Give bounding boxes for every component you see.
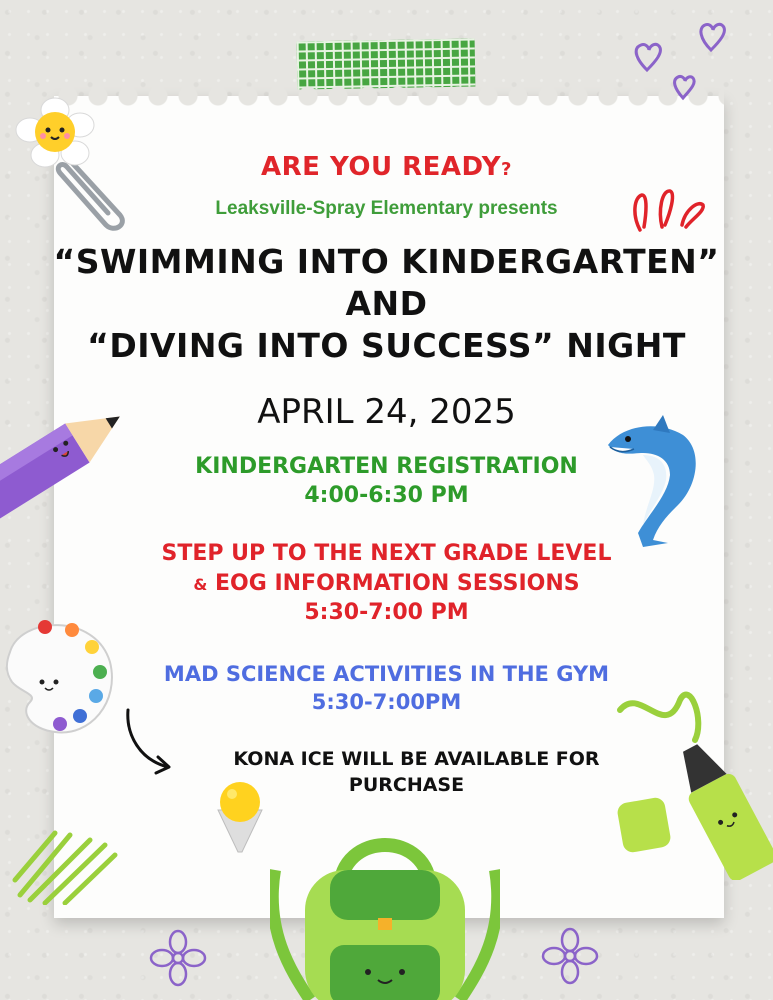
mad-science-title: MAD SCIENCE ACTIVITIES IN THE GYM: [163, 662, 610, 686]
kindergarten-registration-time: 4:00-6:30 PM: [304, 483, 469, 508]
event-title-line-2: AND: [345, 284, 428, 323]
step-up-title: STEP UP TO THE NEXT GRADE LEVEL: [161, 541, 612, 566]
headline-ready: [0, 152, 773, 182]
kona-ice-line-2: PURCHASE: [348, 774, 465, 796]
event-date: APRIL 24, 2025: [257, 392, 516, 432]
scribble-icon: [10, 825, 120, 905]
step-up-time: 5:30-7:00 PM: [304, 600, 469, 625]
backpack-icon: [270, 830, 500, 1000]
headline-ready-mark: ?: [501, 159, 512, 180]
hearts-icon: [625, 8, 735, 103]
headline-ready-text: ARE YOU READY: [261, 152, 502, 182]
flower-icon: [540, 926, 600, 986]
event-title-line-3: “DIVING INTO SUCCESS” NIGHT: [87, 326, 686, 365]
kindergarten-registration-title: KINDERGARTEN REGISTRATION: [195, 454, 578, 479]
mad-science-time: 5:30-7:00PM: [311, 690, 462, 714]
school-presenter: Leaksville-Spray Elementary presents: [215, 198, 558, 219]
washi-tape: [297, 38, 476, 89]
paper-torn-edge: [54, 86, 724, 108]
event-title-line-1: “SWIMMING INTO KINDERGARTEN”: [53, 242, 720, 281]
eog-sessions-title: [0, 570, 773, 599]
kona-ice-line-1: KONA ICE WILL BE AVAILABLE FOR: [233, 748, 600, 770]
eog-sessions-text: EOG INFORMATION SESSIONS: [215, 571, 580, 596]
ampersand: &: [193, 575, 208, 594]
flower-icon: [148, 928, 208, 988]
